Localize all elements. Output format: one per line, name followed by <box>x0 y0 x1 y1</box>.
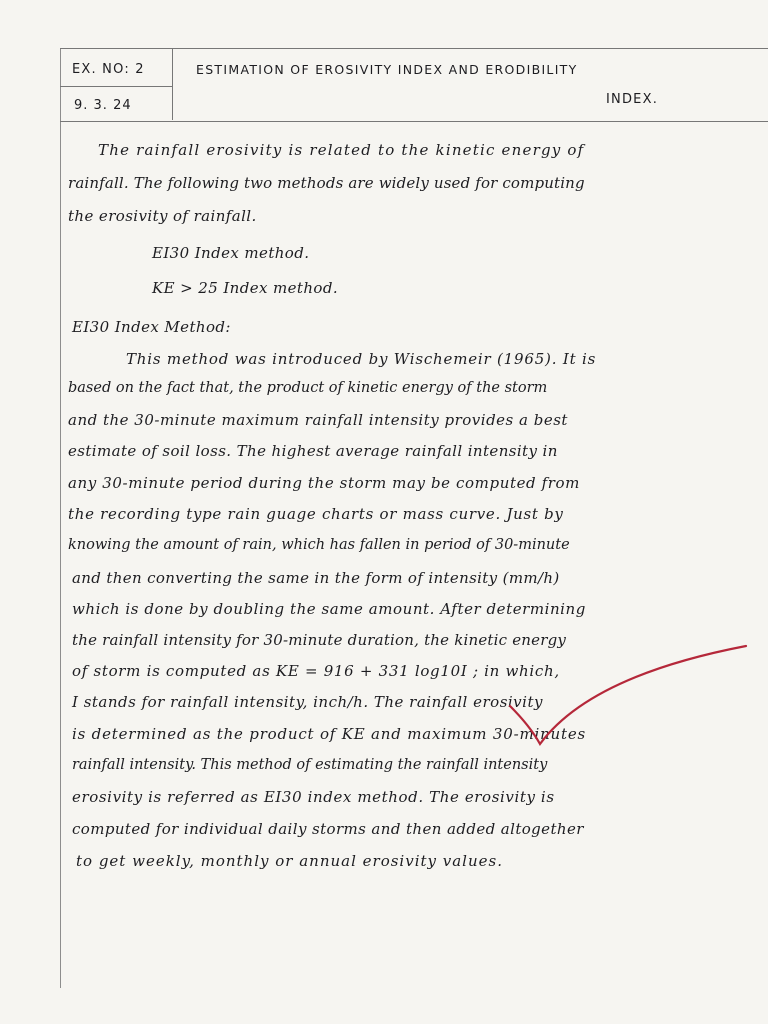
exercise-title-line2: INDEX. <box>606 92 659 107</box>
text-line: knowing the amount of rain, which has fallen in period of 30-minute <box>68 537 570 553</box>
exercise-number: EX. NO: 2 <box>72 62 145 77</box>
text-line: I stands for rainfall intensity, inch/h. The rainfall erosivity <box>72 693 543 711</box>
text-line: EI30 Index method. <box>152 244 310 262</box>
text-line: This method was introduced by Wischemeir (1965). It is <box>126 350 597 368</box>
header-divider-horizontal <box>60 86 172 87</box>
exercise-date: 9. 3. 24 <box>74 98 132 113</box>
exercise-title-line1: ESTIMATION OF EROSIVITY INDEX AND ERODIBILITY <box>196 62 578 77</box>
text-line: KE > 25 Index method. <box>152 279 338 297</box>
text-line: rainfall. The following two methods are widely used for computing <box>68 174 585 192</box>
margin-line <box>60 48 61 988</box>
text-line: estimate of soil loss. The highest average rainfall intensity in <box>68 442 558 460</box>
text-line: rainfall intensity. This method of estimating the rainfall intensity <box>72 757 548 773</box>
text-line: computed for individual daily storms and then added altogether <box>72 820 584 838</box>
text-line: and the 30-minute maximum rainfall intensity provides a best <box>68 411 568 429</box>
header-divider-vertical <box>172 48 173 120</box>
text-line: of storm is computed as KE = 916 + 331 log10I ; in which, <box>72 662 560 680</box>
text-line: the erosivity of rainfall. <box>68 207 257 225</box>
text-line: to get weekly, monthly or annual erosivity values. <box>76 852 503 870</box>
section-heading: EI30 Index Method: <box>72 318 231 336</box>
text-line: The rainfall erosivity is related to the kinetic energy of <box>98 141 585 159</box>
text-line: and then converting the same in the form of intensity (mm/h) <box>72 569 560 587</box>
text-line: is determined as the product of KE and maximum 30-minutes <box>72 725 586 743</box>
text-line: erosivity is referred as EI30 index method. The erosivity is <box>72 788 555 806</box>
text-line: which is done by doubling the same amount. After determining <box>72 600 586 618</box>
text-line: the rainfall intensity for 30-minute duration, the kinetic energy <box>72 631 567 649</box>
text-line: based on the fact that, the product of kinetic energy of the storm <box>68 380 548 396</box>
text-line: the recording type rain guage charts or mass curve. Just by <box>68 505 564 523</box>
header-box <box>60 48 768 122</box>
text-line: any 30-minute period during the storm may be computed from <box>68 474 581 492</box>
